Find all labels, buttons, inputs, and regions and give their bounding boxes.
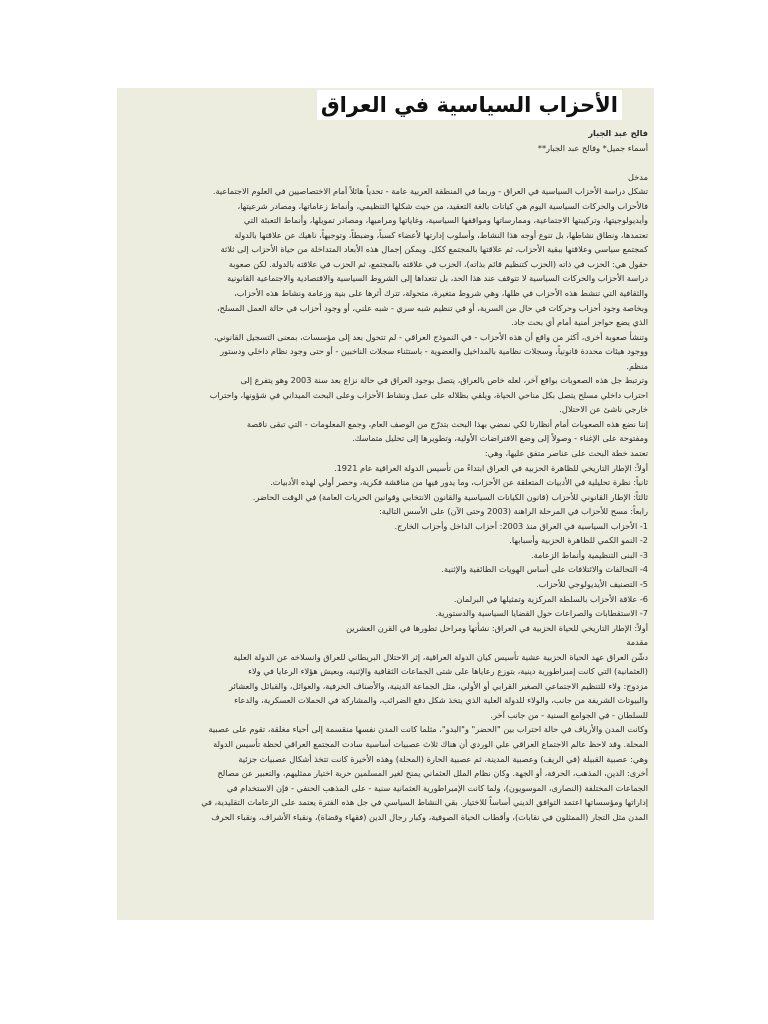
text-line: مقدمة (626, 637, 648, 648)
text-line: احتراب داخلي مسلح يتصل بكل مناحي الحياة، ويلقي بظلاله على عمل ونشاط الأحزاب وعلى البحث الميداني في شؤونها، واحتراب (209, 389, 648, 400)
text-line: تعتمدها، ونطاق نشاطها، بل تنوع أوجه هذا النشاط، وأسلوب إدارتها لأعضاء كسباً، وضبطاً، وتوجيهاً، ناهيك عن علاقتها بالدولة (234, 229, 648, 240)
text-line: خارجي ناشئ عن الاحتلال. (559, 404, 648, 415)
text-line: ومفتوحة على الإغناء - وصولاً إلى وضع الافتراضات الأولية، وتطويرها إلى تحليل متماسك. (352, 433, 648, 444)
document-title: الأحزاب السياسية في العراق (317, 90, 622, 120)
text-line: المحلة. وقد لاحظ عالم الاجتماع العراقي علي الوردي أن هناك ثلاث عصبيات أساسية سادت المجتمع العراقي لحظة تأسيس الدولة (213, 738, 648, 749)
text-line: 7- الاستقطابات والصراعات حول القضايا السياسية والدستورية. (435, 608, 648, 619)
text-line: وأيديولوجيتها، وتركيبتها الاجتماعية، وممارساتها ومواقفها السياسية، وغاياتها ومراميها، ومصادر تمويلها، وأنماط التعبئة التي (243, 215, 648, 226)
text-line: أولاً: الإطار التاريخي للظاهرة الحزبية في العراق ابتداءً من تأسيس الدولة العراقية عام 1921. (333, 462, 648, 473)
text-line: 2- النمو الكمي للظاهرة الحزبية وأسبابها. (509, 535, 648, 546)
text-line: 5- التصنيف الأيديولوجي للأحزاب. (536, 578, 648, 589)
spacer (121, 155, 648, 170)
text-line: الذي يضع حواجز أمنية أمام أي بحث جاد. (511, 317, 648, 328)
text-line: رابعاً: مسح للأحزاب في المرحلة الراهنة (2003 وحتى الآن) على الأسس التالية: (379, 506, 648, 517)
text-line: إداراتها ومؤسساتها اعتمد التوافق الديني أساساً للاختيار. بقي النشاط السياسي في جل هذه الفترة يعتمد على الزعامات التقليدية، في (201, 797, 648, 808)
authors-line: أسماء جميل* وفالح عبد الجبار** (537, 142, 648, 153)
text-line: 1- الأحزاب السياسية في العراق منذ 2003: أحزاب الداخل وأحزاب الخارج. (394, 520, 648, 531)
text-line: والثقافية التي تنشط هذه الأحزاب في ظلها، وهي شروط متغيرة، متحولة، تترك أثرها على بنية وزعامة ونشاط هذه الأحزاب، (234, 288, 648, 299)
text-line: الجماعات المختلفة (النصارى، الموسويون)، ولما كانت الإمبراطورية العثمانية سنية - على المذهب الحنفي - فإن الاستخدام في (226, 782, 648, 793)
text-line: أخرى: الدين، المذهب، الحرفة، أو الجهة. وكان نظام الملل العثماني يمنح لغير المسلمين حرية اختيار ممثليهم، والتعبير عن مصالح (217, 768, 648, 779)
text-line: فالأحزاب والحركات السياسية اليوم هي كيانات بالغة التعقيد، من حيث شكلها التنظيمي، وأنماط زعاماتها، ومصادر شرعيتها، (237, 200, 648, 211)
text-line: دراسة الأحزاب والحركات السياسية لا تتوقف عند هذا الحد، بل تتعداها إلى الشروط السياسية والاقتصادية والاجتماعية القانونية (227, 273, 648, 284)
text-line: دشّن العراق عهد الحياة الحزبية عشية تأسيس كيان الدولة العراقية، إثر الاحتلال البريطاني للعراق وانسلاخه عن الدولة العلية (233, 651, 648, 662)
text-line: وترتبط جل هذه الصعوبات بواقع آخر، لعله خاص بالعراق، يتصل بوجود العراق في حالة نزاع بعد سنة 2003 وهو يتفرع إلى (240, 375, 648, 386)
text-line: تشكل دراسة الأحزاب السياسية في العراق - وربما في المنطقة العربية عامة - تحدياً هائلاً أمام الاختصاصيين في العلوم الاجتماعية. (212, 186, 648, 197)
text-line: 3- البنى التنظيمية وأنماط الزعامة. (531, 549, 648, 560)
text-line: وهي: عصبية القبيلة (في الريف) وعصبية المدينة، ثم عصبية الحارة (المحلة) وهذه الأخيرة كانت تتخذ أشكال عصبيات جزئية (238, 753, 648, 764)
text-line: 6- علاقة الأحزاب بالسلطة المركزية وتمثيلها في البرلمان. (453, 593, 648, 604)
text-line: كمجتمع سياسي وعلاقتها ببقية الأحزاب، ثم علاقتها بالمجتمع ككل. ويمكن إجمال هذه الأبعاد المتداخلة من حياة الأحزاب إلى ثلاثة (220, 244, 648, 255)
text-line: وتنشأ صعوبة أخرى، أكثر من واقع أن هذه الأحزاب - في النموذج العراقي - لم تتحول بعد إلى مؤسسات، بمعنى التسجيل القانوني، (213, 331, 648, 342)
text-line: 4- التحالفات والائتلافات على أساس الهويات الطائفية والإثنية. (441, 564, 648, 575)
text-line: (العثمانية) التي كانت إمبراطورية دينية، بتوزع رعاياها على شتى الجماعات الثقافية والإثنية، وبعيش هؤلاء الرعايا في ولاء (248, 666, 648, 677)
text-line: وكانت المدن والأرياف في حالة احتراب بين "الحضر" و"البدو"، مثلما كانت المدن نفسها منقسمة إلى أحياء مغلقة، تقوم على عصبية (208, 724, 648, 735)
text-line: للسلطان - في الجوامع السنية - من جانب آخر. (490, 709, 648, 720)
text-line: منظم. (626, 360, 648, 371)
text-line: مزدوج: ولاء للتنظيم الاجتماعي الصغير القرابي أو الأولي، مثل الجماعة الدينية، والأصناف الحرفية، والعوائل، والقبائل والعشائر (228, 680, 648, 691)
document-page (117, 88, 654, 920)
text-line: مدخل (628, 171, 648, 182)
text-line: وبخاصة وجود أحزاب وحركات في حال من السرية، أو في تنظيم شبه سري - شبه علني، أو وجود أحزاب في حالة العمل المسلح، (216, 302, 648, 313)
text-line: المدن مثل التجار (الممثلون في نقابات)، وأقطاب الحياة الصوفية، وكبار رجال الدين (فقهاء وقضاة)، ونقباء الأشراف، ونقباء الحرف (211, 811, 648, 822)
text-line: تعتمد خطة البحث على عناصر متفق عليها، وهي: (484, 448, 648, 459)
text-line: والبيوتات الشريفة من جانب، والولاء للدولة العلية الذي يتخذ شكل دفع الضرائب، والمشاركة في الحملات العسكرية، والدعاء (234, 695, 648, 706)
text-line: ووجود هيئات محددة قانونياً، وسجلات نظامية بالمداخيل والعضوية - باستثناء سجلات الناخبين - أو حتى وجود نظام داخلي ودستور (220, 346, 648, 357)
document-content (117, 88, 654, 920)
document-body (121, 170, 648, 825)
text-line: ثالثاً: الإطار القانوني للأحزاب (قانون الكيانات السياسية والقانون الانتخابي وقوانين الحريات العامة) في الوقت الحاضر. (252, 491, 648, 502)
text-line: ثانياً: نظرة تحليلية في الأدبيات المتعلقة عن الأحزاب، وما يدور فيها من مناقشة فكرية، وحصر أولي لهذه الأدبيات. (270, 477, 648, 488)
text-line: أولاً: الإطار التاريخي للحياة الحزبية في العراق: نشأتها ومراحل تطورها في القرن العشرين (346, 622, 648, 633)
author-name: فالح عبد الجبار (588, 128, 648, 138)
text-line: حقول هي: الحزب في ذاته (الحزب كتنظيم قائم بذاته)، الحزب في علاقته بالمجتمع، ثم الحزب في علاقته بالدولة. لكن صعوبة (228, 258, 648, 269)
text-line: إننا نضع هذه الصعوبات أمام أنظارنا لكي نمضي بهذا البحث بتدرّج من الوصف العام، وجمع المعلومات - التي تبقى ناقصة (246, 418, 648, 429)
